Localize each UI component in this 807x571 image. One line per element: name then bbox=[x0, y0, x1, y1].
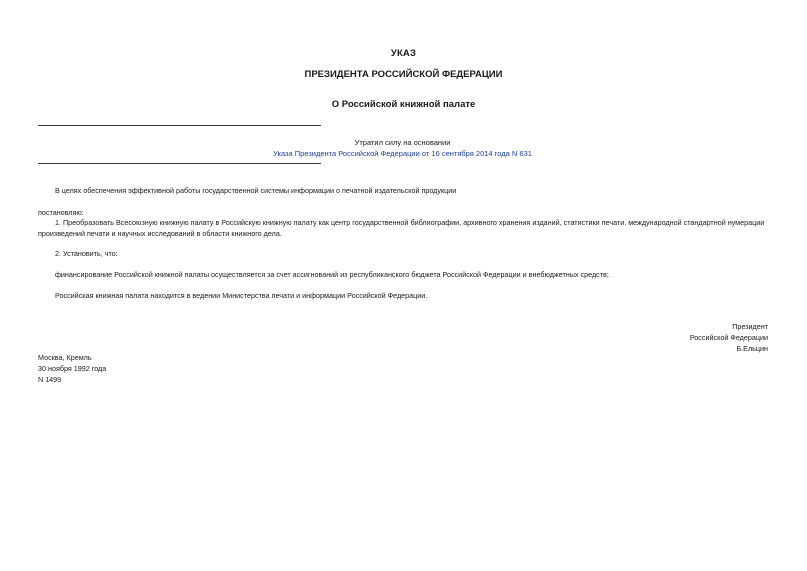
item-2a-text: финансирование Российской книжной палаты осуществляется за счет ассигнований из республиканского бюджета Российской Федерации и внебюджетных средств; bbox=[55, 270, 609, 279]
decree-number: N 1499 bbox=[38, 375, 62, 384]
signature-country: Российской Федерации bbox=[689, 333, 768, 342]
expired-status-label: Утратил силу на основании bbox=[354, 138, 451, 147]
signing-place: Москва, Кремль bbox=[38, 353, 92, 362]
item-2b-text: Российская книжная палата находится в ведении Министерства печати и информации Российской Федерации. bbox=[55, 291, 428, 300]
signature-title: Президент bbox=[732, 322, 768, 331]
decree-subject: О Российской книжной палате bbox=[331, 99, 476, 110]
item-2-text: 2. Установить, что: bbox=[55, 249, 118, 258]
top-divider bbox=[38, 125, 321, 126]
signing-date: 30 ноября 1992 года bbox=[38, 364, 107, 373]
signature-name: Б.Ельцин bbox=[736, 344, 768, 353]
preamble-text: В целях обеспечения эффективной работы государственной системы информации о печатной издательской продукции bbox=[55, 186, 457, 195]
resolve-text: постановляю: bbox=[38, 208, 84, 217]
item-1-continuation: произведений печати и научных исследований в области книжного дела. bbox=[38, 229, 282, 238]
bottom-divider bbox=[38, 163, 321, 164]
repeal-decree-link[interactable]: Указа Президента Российской Федерации от 16 сентября 2014 года N 631 bbox=[273, 149, 532, 158]
decree-title: УКАЗ bbox=[390, 48, 417, 59]
item-1-text: 1. Преобразовать Всесоюзную книжную палату в Российскую книжную палату как центр государственной библиографии, архивного хранения изданий, статистики печати, международной стандартной нумерации bbox=[55, 218, 765, 227]
decree-issuer: ПРЕЗИДЕНТА РОССИЙСКОЙ ФЕДЕРАЦИИ bbox=[304, 69, 503, 80]
